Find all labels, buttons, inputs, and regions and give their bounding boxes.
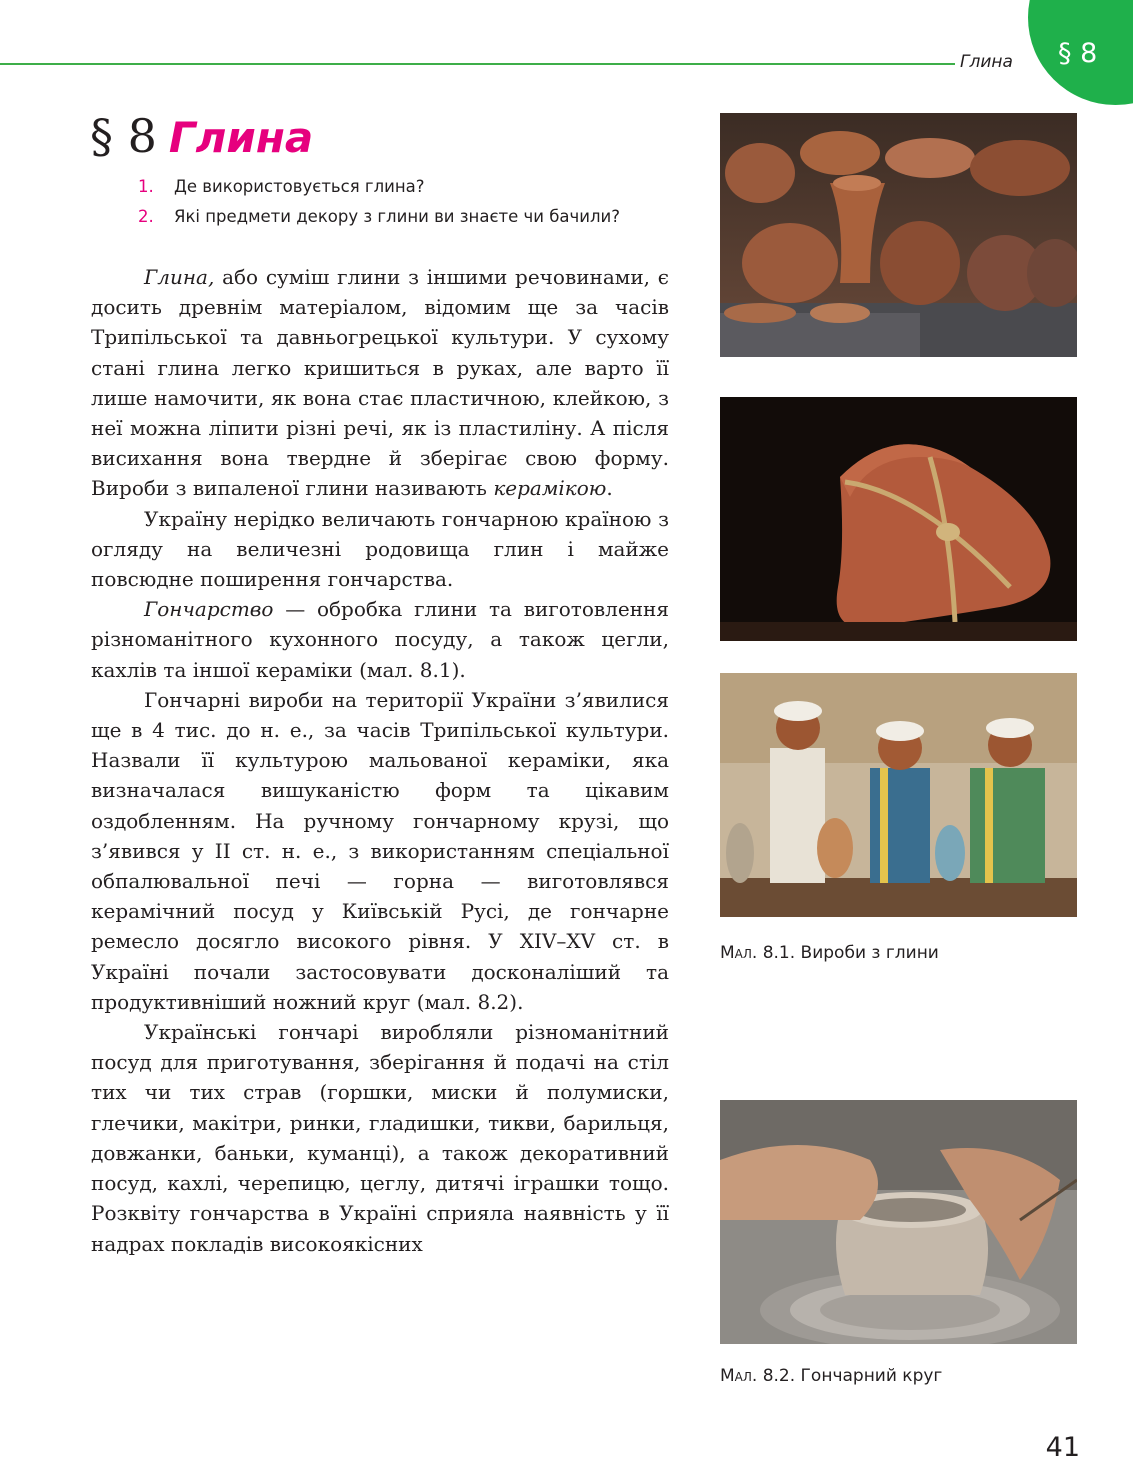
body-text: [91, 262, 669, 1259]
question-text: Які предмети декору з глини ви знаєте чи бачили?: [174, 207, 621, 226]
photo-clay-figurines: [720, 673, 1077, 917]
paragraph: Гончарство — обробка глини та виготовлення різноманітного кухонного посуду, а також цегли, кахлів та іншої кераміки (мал. 8.1).: [91, 597, 669, 682]
paragraph: Українські гончарі виробляли різноманітний посуд для приготування, зберігання й подачі на стіл тих чи тих страв (горшки, миски й полумиски, глечики, макітри, ринки, гладишки, тикви, барильця, довжанки, баньки, куманці), а також декоративний посуд, кахлі, черепицю, цеглу, дитячі іграшки тощо. Розквіту гончарства в Україні сприяла наявність у її надрах покладів високоякісних: [91, 1020, 669, 1256]
photo-clay-pots: [720, 113, 1077, 357]
page-title: [90, 108, 313, 166]
paragraph: Глина, або суміш глини з іншими речовинами, є досить древнім матеріалом, відомим ще за часів Трипільської та давньогрецької культури. У сухому стані глина легко кришиться в руках, але варто її лише намочити, як вона стає пластичною, клейкою, з неї можна ліпити різні речі, як із пластиліну. А після висихання вона твердне й зберігає свою форму. Вироби з випаленої глини називають керамікою.: [91, 265, 669, 501]
question-item: [138, 172, 698, 202]
figure-caption: Мал. 8.1. Вироби з глини: [720, 943, 939, 963]
question-text: Де використовується глина?: [174, 177, 425, 196]
question-number: 2.: [138, 207, 154, 226]
header-rule: [0, 63, 955, 65]
photo-clay-heart: [720, 397, 1077, 641]
title-section-sign: § 8: [90, 109, 157, 163]
question-item: [138, 202, 698, 232]
page-number: 41: [1045, 1432, 1080, 1463]
section-badge-label: § 8: [1058, 38, 1098, 69]
photo-potters-wheel: [720, 1100, 1077, 1344]
title-word: Глина: [168, 113, 314, 162]
term-italic: керамікою: [493, 476, 607, 501]
figure-caption: Мал. 8.2. Гончарний круг: [720, 1366, 943, 1386]
term-italic: Гончарство: [144, 597, 274, 622]
question-number: 1.: [138, 177, 154, 196]
question-list: [138, 172, 698, 232]
term-italic: Глина,: [144, 265, 215, 289]
running-header: Глина: [960, 52, 1013, 72]
paragraph: Україну нерідко величають гончарною країною з огляду на величезні родовища глин і майже повсюдне поширення гончарства.: [91, 506, 669, 592]
paragraph: Гончарні вироби на території України з’явилися ще в 4 тис. до н. е., за часів Трипільської культури. Назвали її культурою мальованої кераміки, яка визначалася вишуканістю форм та цікавим оздобленням. На ручному гончарному крузі, що з’явився у II ст. н. е., з використанням спеціальної обпалювальної печі — горна — виготовлявся керамічний посуд у Київській Русі, де гончарне ремесло досягло високого рівня. У XIV–XV ст. в Україні почали застосовувати досконаліший та продуктивніший ножний круг (мал. 8.2).: [91, 687, 669, 1014]
